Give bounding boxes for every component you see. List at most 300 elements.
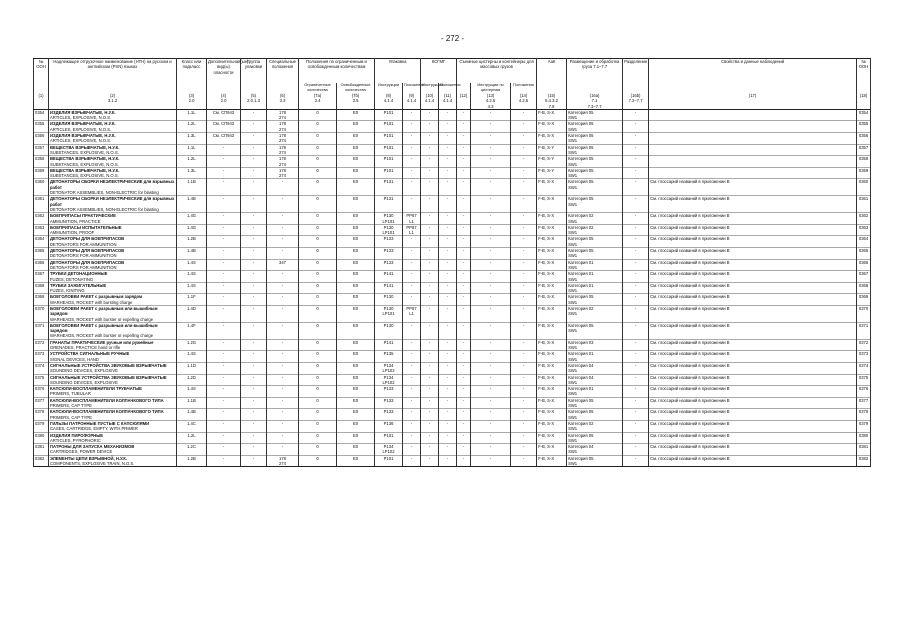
cell-pg: - [241, 121, 267, 133]
cell-lq: 0 [299, 179, 337, 196]
cell-sto: Категория 02 SW1 [567, 420, 623, 432]
cell-pi: P101 [375, 144, 403, 156]
cell-ibc: - [421, 305, 439, 322]
cell-ibcp: - [439, 167, 457, 179]
cell-lq: 0 [299, 259, 337, 271]
column-number: (18) [857, 93, 871, 109]
cell-ems: F-B, S-X [537, 248, 567, 260]
cell-ibcp: - [439, 121, 457, 133]
cell-sp: - [267, 248, 299, 260]
cell-name [49, 179, 177, 196]
cell-lq: 0 [299, 397, 337, 409]
cell-sp: - [267, 224, 299, 236]
cell-name [49, 386, 177, 398]
table-row [34, 351, 871, 363]
cell-sub: - [207, 213, 241, 225]
cell-sub: - [207, 362, 241, 374]
column-number: (14) 4.2.5 [511, 93, 537, 109]
cell-sto: Категория 04 SW1 [567, 362, 623, 374]
cell-pp: - [403, 109, 421, 121]
cell-pi: P101 [375, 133, 403, 145]
cell-ibcp: - [439, 224, 457, 236]
cell-name [49, 432, 177, 444]
cell-ti: - [471, 386, 511, 398]
cell-tp: - [511, 386, 537, 398]
cell-ibcp: - [439, 397, 457, 409]
cell-sto: Категория 02 SW1 [567, 224, 623, 236]
cell-pg: - [241, 236, 267, 248]
table-row [34, 420, 871, 432]
cell-un2: 0376 [857, 386, 871, 398]
cell-tp: - [511, 259, 537, 271]
cell-pg: - [241, 362, 267, 374]
cell-un2: 0382 [857, 455, 871, 467]
subheader-tank-p: Положения [511, 83, 537, 93]
name-en: ARTICLES, EXPLOSIVE, N.O.S. [50, 115, 112, 121]
name-ru: ГРАНАТЫ ПРАКТИЧЕСКИЕ ручные или ружейные [50, 339, 154, 345]
table-row [34, 156, 871, 168]
cell-ibcp: - [439, 409, 457, 421]
cell-pp: - [403, 271, 421, 283]
cell-ti: - [471, 133, 511, 145]
cell-seg: - [623, 351, 649, 363]
cell-ibc: - [421, 294, 439, 306]
cell-pp: - [403, 236, 421, 248]
cell-pi: P141 [375, 339, 403, 351]
cell-pg: - [241, 248, 267, 260]
cell-pp: - [403, 432, 421, 444]
cell-tp: - [511, 432, 537, 444]
cell-sub: - [207, 409, 241, 421]
cell-un: 0382 [34, 455, 49, 467]
cell-pi: P131 [375, 196, 403, 213]
name-en: PRIMERS, CAP TYPE [50, 414, 92, 420]
cell-tp: - [511, 351, 537, 363]
cell-sp: - [267, 305, 299, 322]
cell-prop: См. глоссарий названий в приложении B [649, 322, 857, 339]
cell-cls: 1.2B [177, 455, 207, 467]
cell-name [49, 224, 177, 236]
cell-cls: 1.4B [177, 196, 207, 213]
cell-sub: - [207, 236, 241, 248]
name-en: SUBSTANCES, EXPLOSIVE, N.O.S. [50, 149, 119, 155]
cell-lq: 0 [299, 144, 337, 156]
cell-t12: - [457, 339, 471, 351]
cell-pp: - [403, 133, 421, 145]
cell-sp: 178 274 [267, 167, 299, 179]
cell-sub: - [207, 248, 241, 260]
cell-ibc: - [421, 133, 439, 145]
cell-un: 0368 [34, 282, 49, 294]
table-row [34, 121, 871, 133]
cell-ibcp: - [439, 133, 457, 145]
cell-un: 0381 [34, 444, 49, 456]
cell-sub: - [207, 374, 241, 386]
cell-lq: 0 [299, 432, 337, 444]
cell-sp: 178 274 [267, 109, 299, 121]
cell-name [49, 305, 177, 322]
cell-ems: F-B, S-X [537, 444, 567, 456]
cell-seg: - [623, 339, 649, 351]
header-ems: АаК [537, 59, 567, 84]
cell-un: 0378 [34, 409, 49, 421]
cell-tp: - [511, 420, 537, 432]
cell-un: 0380 [34, 432, 49, 444]
cell-ti: - [471, 271, 511, 283]
cell-prop: См. глоссарий названий в приложении B [649, 271, 857, 283]
subheader-tank-i: Инструкции по цистернам [471, 83, 511, 93]
cell-tp: - [511, 294, 537, 306]
cell-cls: 1.2L [177, 156, 207, 168]
cell-ems: F-B, S-X [537, 213, 567, 225]
cell-name [49, 322, 177, 339]
cell-sto: Категория 05 SW1 [567, 167, 623, 179]
cell-pg: - [241, 196, 267, 213]
cell-name [49, 339, 177, 351]
cell-ibc: - [421, 455, 439, 467]
cell-sp: - [267, 444, 299, 456]
cell-ems: F-B, S-X [537, 339, 567, 351]
cell-prop: См. глоссарий названий в приложении B [649, 179, 857, 196]
table-row [34, 455, 871, 467]
cell-lq: 0 [299, 444, 337, 456]
cell-pp: - [403, 362, 421, 374]
subheader-ibc-p: Положения [439, 83, 457, 93]
cell-sto: Категория 05 SW1 [567, 294, 623, 306]
cell-seg: - [623, 213, 649, 225]
cell-ibc: - [421, 259, 439, 271]
cell-seg: - [623, 144, 649, 156]
cell-seg: - [623, 362, 649, 374]
cell-un2: 0358 [857, 156, 871, 168]
column-number: (7а) 3.4 [299, 93, 337, 109]
cell-sub: - [207, 156, 241, 168]
cell-pi: P130 [375, 294, 403, 306]
cell-pi: P101 [375, 432, 403, 444]
cell-ibcp: - [439, 374, 457, 386]
name-ru: ВЕЩЕСТВА ВЗРЫВЧАТЫЕ, Н.У.К. [50, 167, 120, 173]
cell-pp: - [403, 259, 421, 271]
name-en: DETONATORS FOR AMMUNITION [50, 264, 117, 270]
cell-seg: - [623, 386, 649, 398]
cell-pi: P141 [375, 282, 403, 294]
cell-name [49, 444, 177, 456]
cell-sto: Категория 05 SW1 [567, 322, 623, 339]
cell-sub: См. СП943 [207, 121, 241, 133]
name-ru: ЭЛЕМЕНТЫ ЦЕПИ ВЗРЫВНОЙ, Н.У.К. [50, 455, 127, 461]
cell-pp: - [403, 179, 421, 196]
cell-t12: - [457, 271, 471, 283]
cell-t12: - [457, 133, 471, 145]
cell-eq: E0 [337, 374, 375, 386]
cell-ti: - [471, 420, 511, 432]
cell-pg: - [241, 374, 267, 386]
cell-sto: Категория 05 SW1 [567, 109, 623, 121]
cell-sto: Категория 05 SW1 [567, 133, 623, 145]
cell-tp: - [511, 121, 537, 133]
cell-ti: - [471, 444, 511, 456]
cell-un2: 0369 [857, 294, 871, 306]
cell-pi: P130 LP101 [375, 305, 403, 322]
cell-name [49, 259, 177, 271]
cell-pi: P131 [375, 179, 403, 196]
cell-sp: - [267, 271, 299, 283]
cell-cls: 1.4B [177, 409, 207, 421]
cell-ibcp: - [439, 236, 457, 248]
cell-name [49, 455, 177, 467]
cell-eq: E0 [337, 386, 375, 398]
cell-sub: - [207, 224, 241, 236]
name-en: FUZES, IGNITING [50, 288, 85, 294]
cell-t12: - [457, 374, 471, 386]
cell-sto: Категория 05 SW1 [567, 196, 623, 213]
name-en: DETONATOR ASSEMBLIES, NON-ELECTRIC for blasting [50, 206, 159, 212]
column-number-row [34, 93, 871, 109]
cell-sub: - [207, 196, 241, 213]
cell-ems: F-B, S-X [537, 362, 567, 374]
cell-un2: 0366 [857, 259, 871, 271]
cell-sp: - [267, 409, 299, 421]
name-ru: КАПСЮЛИ-ВОСПЛАМЕНИТЕЛИ ТРУБЧАТЫЕ [50, 386, 142, 392]
cell-sto: Категория 01 SW1 [567, 351, 623, 363]
cell-un2: 0365 [857, 248, 871, 260]
cell-ti: - [471, 259, 511, 271]
cell-seg: - [623, 259, 649, 271]
cell-name [49, 362, 177, 374]
cell-un: 0363 [34, 224, 49, 236]
cell-pi: P134 LP102 [375, 374, 403, 386]
table-row [34, 179, 871, 196]
cell-un2: 0360 [857, 179, 871, 196]
cell-t12: - [457, 420, 471, 432]
cell-name [49, 271, 177, 283]
cell-ibcp: - [439, 322, 457, 339]
column-number: (13) 4.2.5 4.3 [471, 93, 511, 109]
cell-ibc: - [421, 386, 439, 398]
cell-sto: Категория 01 SW1 [567, 271, 623, 283]
cell-sp: 347 [267, 259, 299, 271]
column-number: (15) 5.4.3.2 7.8 [537, 93, 567, 109]
cell-name [49, 420, 177, 432]
cell-sub: - [207, 351, 241, 363]
cell-sub: - [207, 432, 241, 444]
cell-ems: F-B, S-Y [537, 167, 567, 179]
table-row [34, 294, 871, 306]
cell-prop: См. глоссарий названий в приложении B [649, 362, 857, 374]
header-un: № ООН [34, 59, 49, 84]
header-segregation: Разделение [623, 59, 649, 84]
cell-ti: - [471, 455, 511, 467]
cell-pi: P134 LP102 [375, 444, 403, 456]
cell-prop: См. глоссарий названий в приложении B [649, 409, 857, 421]
cell-pg: - [241, 144, 267, 156]
cell-eq: E0 [337, 224, 375, 236]
cell-t12: - [457, 259, 471, 271]
cell-pp: - [403, 374, 421, 386]
cell-ems: F-B, S-X [537, 386, 567, 398]
cell-ems: F-B, S-X [537, 322, 567, 339]
cell-sp: - [267, 236, 299, 248]
cell-ibc: - [421, 271, 439, 283]
name-en: PRIMERS, TUBULAR [50, 391, 91, 397]
cell-pp: - [403, 455, 421, 467]
cell-cls: 1.4S [177, 271, 207, 283]
table-row [34, 362, 871, 374]
cell-prop [649, 167, 857, 179]
table-row [34, 374, 871, 386]
name-ru: ИЗДЕЛИЯ ВЗРЫВЧАТЫЕ, Н.У.К. [50, 109, 116, 115]
cell-ibc: - [421, 156, 439, 168]
cell-pg: - [241, 271, 267, 283]
name-ru: ТРУБКИ ЗАЖИГАТЕЛЬНЫЕ [50, 282, 107, 288]
cell-sp: 178 274 [267, 455, 299, 467]
cell-ibcp: - [439, 196, 457, 213]
cell-seg: - [623, 236, 649, 248]
cell-un: 0369 [34, 294, 49, 306]
cell-ibc: - [421, 196, 439, 213]
cell-lq: 0 [299, 294, 337, 306]
cell-sto: Категория 05 SW1 [567, 397, 623, 409]
cell-lq: 0 [299, 121, 337, 133]
cell-cls: 1.4D [177, 305, 207, 322]
cell-sp: - [267, 386, 299, 398]
cell-sub: - [207, 322, 241, 339]
cell-t12: - [457, 179, 471, 196]
cell-ems: F-B, S-X [537, 282, 567, 294]
name-ru: ВЕЩЕСТВА ВЗРЫВЧАТЫЕ, Н.У.К. [50, 144, 120, 150]
cell-t12: - [457, 167, 471, 179]
cell-un: 0366 [34, 259, 49, 271]
cell-cls: 1.4G [177, 213, 207, 225]
cell-t12: - [457, 213, 471, 225]
cell-seg: - [623, 455, 649, 467]
cell-sto: Категория 03 SW1 [567, 339, 623, 351]
cell-eq: E0 [337, 455, 375, 467]
cell-eq: E0 [337, 305, 375, 322]
cell-seg: - [623, 409, 649, 421]
column-number: (6) 3.3 [267, 93, 299, 109]
header-ibc: КСГМГ [421, 59, 457, 84]
cell-ti: - [471, 351, 511, 363]
cell-prop: См. глоссарий названий в приложении B [649, 374, 857, 386]
cell-tp: - [511, 305, 537, 322]
cell-tp: - [511, 224, 537, 236]
cell-eq: E0 [337, 144, 375, 156]
cell-lq: 0 [299, 133, 337, 145]
cell-ibcp: - [439, 294, 457, 306]
cell-t12: - [457, 236, 471, 248]
cell-cls: 1.3L [177, 167, 207, 179]
column-number: (7b) 3.5 [337, 93, 375, 109]
cell-sto: Категория 02 SW1 [567, 305, 623, 322]
cell-name [49, 213, 177, 225]
cell-lq: 0 [299, 236, 337, 248]
cell-ti: - [471, 196, 511, 213]
header-un-right: № ООН [857, 59, 871, 84]
cell-tp: - [511, 156, 537, 168]
cell-cls: 1.2B [177, 236, 207, 248]
name-en: SUBSTANCES, EXPLOSIVE, N.O.S. [50, 161, 119, 167]
cell-ems: F-B, S-X [537, 236, 567, 248]
cell-pi: P101 [375, 167, 403, 179]
cell-pg: - [241, 386, 267, 398]
cell-un: 0374 [34, 362, 49, 374]
table-row [34, 339, 871, 351]
cell-un: 0365 [34, 248, 49, 260]
cell-name [49, 397, 177, 409]
cell-eq: E0 [337, 121, 375, 133]
cell-pp: - [403, 386, 421, 398]
cell-seg: - [623, 109, 649, 121]
cell-seg: - [623, 179, 649, 196]
cell-ti: - [471, 409, 511, 421]
cell-tp: - [511, 179, 537, 196]
cell-ems: F-B, S-X [537, 397, 567, 409]
cell-ibc: - [421, 374, 439, 386]
cell-un2: 0377 [857, 397, 871, 409]
subheader-pp: Положения [403, 83, 421, 93]
table-row [34, 133, 871, 145]
table-row [34, 444, 871, 456]
cell-sp: - [267, 213, 299, 225]
cell-pg: - [241, 167, 267, 179]
column-number: (1) [34, 93, 49, 109]
cell-pi: P134 LP102 [375, 362, 403, 374]
header-packing: Упаковка [375, 59, 421, 84]
cell-ems: F-B, S-X [537, 259, 567, 271]
cell-cls: 1.4S [177, 259, 207, 271]
cell-pg: - [241, 432, 267, 444]
cell-sub: - [207, 397, 241, 409]
cell-t12: - [457, 248, 471, 260]
column-number: (4) 2.0 [207, 93, 241, 109]
cell-eq: E0 [337, 397, 375, 409]
subheader-ibc-i: Инструкции [421, 83, 439, 93]
cell-un2: 0354 [857, 109, 871, 121]
cell-ibc: - [421, 322, 439, 339]
cell-t12: - [457, 409, 471, 421]
cell-ibcp: - [439, 271, 457, 283]
cell-cls: 1.1D [177, 362, 207, 374]
cell-ti: - [471, 109, 511, 121]
cell-t12: - [457, 362, 471, 374]
header-class: Класс или подкласс [177, 59, 207, 84]
name-en: SOUNDING DEVICES, EXPLOSIVE [50, 379, 118, 385]
name-ru: ДЕТОНАТОРЫ ДЛЯ БОЕПРИПАСОВ [50, 236, 125, 242]
cell-ti: - [471, 432, 511, 444]
cell-sp: - [267, 322, 299, 339]
cell-tp: - [511, 236, 537, 248]
cell-pp: - [403, 339, 421, 351]
cell-ibcp: - [439, 259, 457, 271]
cell-ems: F-B, S-X [537, 294, 567, 306]
cell-cls: 1.2G [177, 339, 207, 351]
cell-lq: 0 [299, 271, 337, 283]
cell-name [49, 109, 177, 121]
cell-lq: 0 [299, 374, 337, 386]
cell-ibc: - [421, 144, 439, 156]
cell-un2: 0375 [857, 374, 871, 386]
name-ru: СИГНАЛЬНЫЕ УСТРОЙСТВА ЗВУКОВЫЕ ВЗРЫВЧАТЫЕ [50, 374, 167, 380]
cell-eq: E0 [337, 294, 375, 306]
cell-name [49, 167, 177, 179]
cell-pp: - [403, 196, 421, 213]
cell-un2: 0359 [857, 167, 871, 179]
cell-pi: P101 [375, 109, 403, 121]
cell-tp: - [511, 322, 537, 339]
cell-un2: 0361 [857, 196, 871, 213]
cell-tp: - [511, 374, 537, 386]
